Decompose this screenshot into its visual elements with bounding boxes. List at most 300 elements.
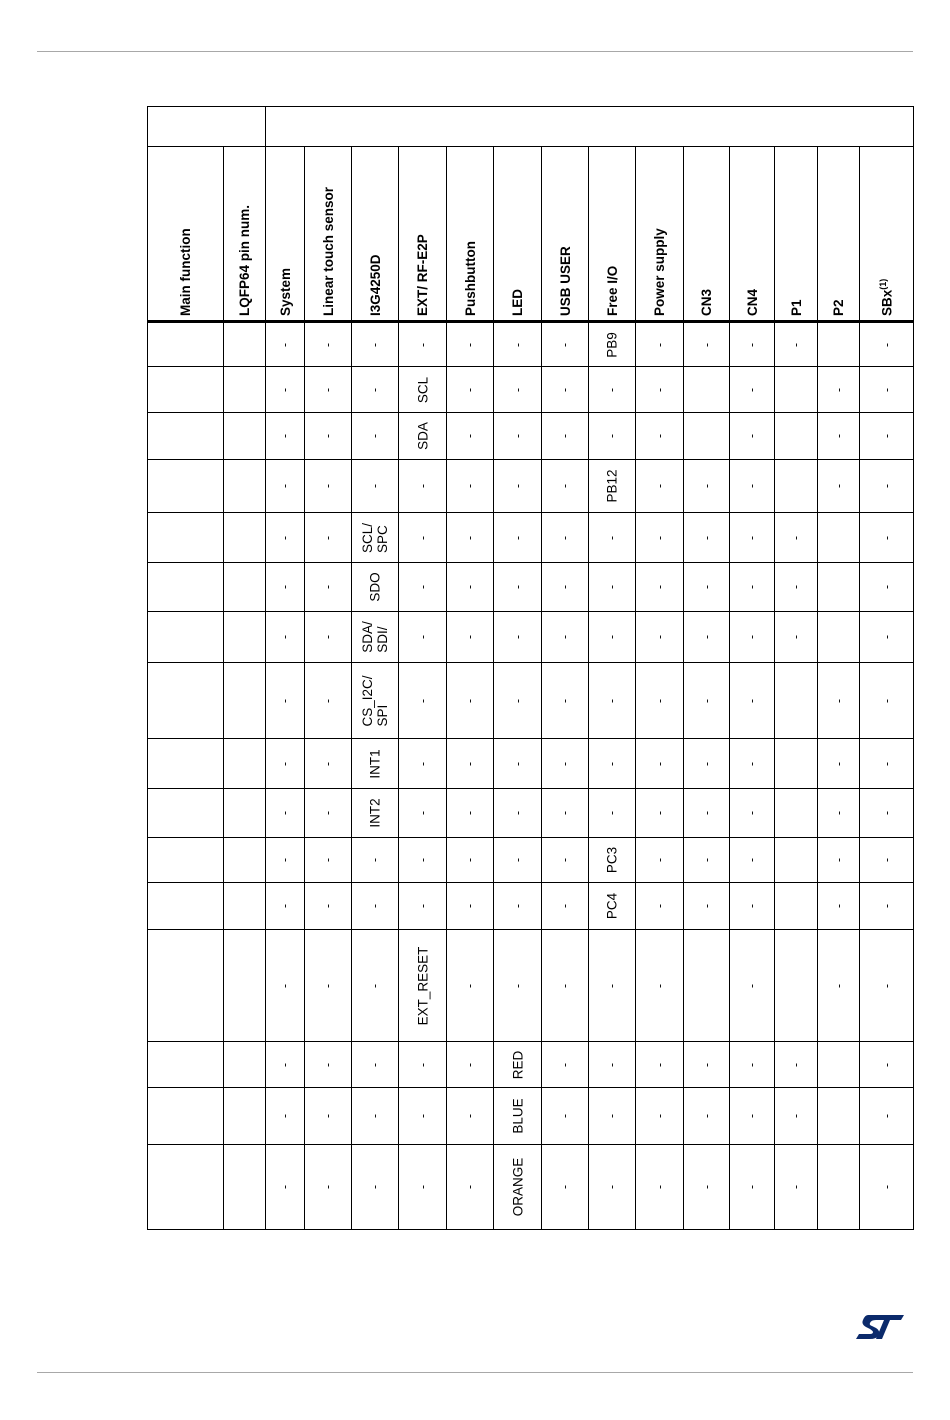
- table-cell: [266, 563, 305, 612]
- table-cell: [775, 1145, 818, 1230]
- header-row: [148, 147, 914, 322]
- table-cell: [818, 612, 860, 663]
- table-cell: [224, 838, 266, 883]
- footnote-marker: (1): [878, 278, 888, 290]
- table-row: [148, 1088, 914, 1145]
- table-cell: [818, 1042, 860, 1088]
- table-cell: [399, 612, 447, 663]
- table-cell: [447, 838, 494, 883]
- table-cell: [636, 1145, 684, 1230]
- table-cell: [589, 367, 636, 413]
- table-cell: [589, 930, 636, 1042]
- table-cell: [775, 789, 818, 838]
- table-cell: [730, 513, 775, 563]
- dash-mark: -: [462, 698, 477, 703]
- table-cell: [589, 563, 636, 612]
- dash-mark: -: [415, 635, 429, 639]
- dash-mark: -: [879, 535, 893, 540]
- column-header-label: I3G4250D: [367, 254, 383, 316]
- dash-mark: -: [831, 904, 845, 908]
- table-cell: [399, 883, 447, 930]
- dash-mark: -: [557, 535, 572, 540]
- dash-mark: -: [320, 698, 335, 703]
- dash-mark: -: [879, 585, 893, 589]
- table-row: [148, 460, 914, 513]
- dash-mark: -: [652, 635, 666, 639]
- dash-mark: -: [699, 342, 713, 347]
- table-cell: [860, 367, 914, 413]
- table-cell: [542, 563, 589, 612]
- table-cell: [447, 367, 494, 413]
- table-cell: [224, 322, 266, 367]
- table-cell: [775, 930, 818, 1042]
- dash-mark: -: [744, 342, 759, 347]
- table-cell: [399, 1145, 447, 1230]
- table-cell: [589, 322, 636, 367]
- dash-mark: -: [652, 535, 666, 540]
- table-cell: [636, 460, 684, 513]
- dash-mark: -: [557, 761, 572, 766]
- dash-mark: -: [320, 635, 335, 639]
- column-header: [684, 147, 730, 322]
- dash-mark: -: [879, 904, 893, 908]
- dash-mark: -: [744, 387, 759, 392]
- dash-mark: -: [462, 387, 477, 392]
- table-cell: [266, 1145, 305, 1230]
- table-cell: [818, 663, 860, 739]
- cell-value: PB9: [604, 331, 620, 358]
- table-cell: [399, 739, 447, 789]
- dash-mark: -: [415, 904, 429, 908]
- table-cell: [636, 930, 684, 1042]
- table-cell: [860, 413, 914, 460]
- table-cell: [494, 322, 542, 367]
- column-header: [494, 147, 542, 322]
- table-cell: [266, 883, 305, 930]
- bottom-rule: [37, 1372, 913, 1373]
- dash-mark: -: [788, 635, 803, 639]
- table-cell: [148, 367, 224, 413]
- table-cell: [305, 563, 352, 612]
- dash-mark: -: [744, 1185, 759, 1189]
- dash-mark: -: [557, 904, 572, 908]
- dash-mark: -: [277, 484, 292, 488]
- dash-mark: -: [879, 858, 893, 862]
- table-cell: [589, 739, 636, 789]
- dash-mark: -: [320, 983, 335, 988]
- table-row: [148, 367, 914, 413]
- dash-mark: -: [744, 585, 759, 589]
- table-cell: [494, 1088, 542, 1145]
- table-cell: [542, 322, 589, 367]
- table-cell: [399, 1088, 447, 1145]
- table-cell: [589, 460, 636, 513]
- table-cell: [494, 612, 542, 663]
- dash-mark: -: [699, 1114, 713, 1118]
- table-row: [148, 413, 914, 460]
- table-cell: [266, 930, 305, 1042]
- dash-mark: -: [462, 1062, 477, 1067]
- table-cell: [305, 1088, 352, 1145]
- table-cell: [818, 1088, 860, 1145]
- dash-mark: -: [510, 387, 524, 392]
- table-row: [148, 739, 914, 789]
- dash-mark: -: [557, 342, 572, 347]
- dash-mark: -: [367, 1062, 382, 1067]
- table-cell: [730, 322, 775, 367]
- dash-mark: -: [320, 761, 335, 766]
- table-cell: [730, 789, 775, 838]
- table-cell: [494, 1145, 542, 1230]
- table-cell: [447, 563, 494, 612]
- table-cell: [148, 663, 224, 739]
- dash-mark: -: [699, 811, 713, 815]
- table-cell: [730, 663, 775, 739]
- dash-mark: -: [510, 811, 524, 815]
- dash-mark: -: [744, 698, 759, 703]
- dash-mark: -: [744, 1114, 759, 1118]
- dash-mark: -: [415, 1062, 429, 1067]
- table-cell: [542, 883, 589, 930]
- dash-mark: -: [277, 698, 292, 703]
- dash-mark: -: [604, 635, 619, 639]
- column-header: [305, 147, 352, 322]
- table-cell: [860, 612, 914, 663]
- table-cell: [305, 1145, 352, 1230]
- table-cell: [352, 612, 399, 663]
- table-cell: [399, 838, 447, 883]
- dash-mark: -: [510, 858, 524, 862]
- table-cell: [636, 663, 684, 739]
- dash-mark: -: [557, 387, 572, 392]
- dash-mark: -: [510, 434, 524, 438]
- table-cell: [636, 563, 684, 612]
- table-cell: [305, 612, 352, 663]
- table-cell: [266, 460, 305, 513]
- dash-mark: -: [277, 1062, 292, 1067]
- dash-mark: -: [462, 858, 477, 862]
- dash-mark: -: [831, 858, 845, 862]
- table-cell: [494, 513, 542, 563]
- dash-mark: -: [879, 1062, 893, 1067]
- table-cell: [730, 612, 775, 663]
- table-cell: [224, 563, 266, 612]
- table-cell: [494, 789, 542, 838]
- dash-mark: -: [879, 484, 893, 488]
- table-cell: [542, 930, 589, 1042]
- table-row: [148, 930, 914, 1042]
- dash-mark: -: [277, 811, 292, 815]
- dash-mark: -: [744, 484, 759, 488]
- dash-mark: -: [879, 811, 893, 815]
- table-cell: [224, 1042, 266, 1088]
- table-cell: [775, 413, 818, 460]
- dash-mark: -: [277, 1185, 292, 1189]
- table-cell: [305, 883, 352, 930]
- dash-mark: -: [604, 983, 619, 988]
- table-cell: [266, 838, 305, 883]
- table-cell: [266, 322, 305, 367]
- table-row: [148, 563, 914, 612]
- dash-mark: -: [652, 904, 666, 908]
- table-cell: [636, 413, 684, 460]
- table-cell: [399, 563, 447, 612]
- dash-mark: -: [462, 635, 477, 639]
- table-cell: [542, 413, 589, 460]
- table-cell: [266, 413, 305, 460]
- table-cell: [447, 789, 494, 838]
- dash-mark: -: [462, 761, 477, 766]
- column-header-label: LED: [510, 289, 525, 316]
- table-cell: [636, 612, 684, 663]
- dash-mark: -: [320, 1185, 335, 1189]
- table-cell: [494, 367, 542, 413]
- table-cell: [860, 739, 914, 789]
- column-header-label: Main function: [178, 228, 193, 316]
- dash-mark: -: [744, 858, 759, 862]
- table-cell: [494, 930, 542, 1042]
- table-cell: [860, 322, 914, 367]
- table-cell: [636, 838, 684, 883]
- table-cell: [352, 838, 399, 883]
- table-cell: [818, 413, 860, 460]
- pin-assignment-table: [147, 106, 914, 1230]
- dash-mark: -: [415, 342, 429, 347]
- column-header-label: Free I/O: [604, 265, 620, 316]
- table-cell: [352, 663, 399, 739]
- table-cell: [447, 322, 494, 367]
- table-cell: [352, 460, 399, 513]
- table-cell: [589, 883, 636, 930]
- table-cell: [224, 930, 266, 1042]
- dash-mark: -: [699, 635, 713, 639]
- cell-value: INT1: [367, 748, 383, 779]
- table-cell: [352, 322, 399, 367]
- dash-mark: -: [415, 585, 429, 589]
- dash-mark: -: [831, 811, 845, 815]
- dash-mark: -: [788, 1114, 803, 1118]
- table-cell: [730, 1088, 775, 1145]
- dash-mark: -: [604, 698, 619, 703]
- dash-mark: -: [415, 1185, 429, 1189]
- table-cell: [352, 1088, 399, 1145]
- table-cell: [542, 739, 589, 789]
- table-cell: [818, 930, 860, 1042]
- table-cell: [352, 883, 399, 930]
- dash-mark: -: [879, 434, 893, 438]
- dash-mark: -: [510, 983, 524, 988]
- table-cell: [860, 883, 914, 930]
- table-cell: [684, 413, 730, 460]
- table-cell: [818, 563, 860, 612]
- column-header: [730, 147, 775, 322]
- dash-mark: -: [510, 761, 524, 766]
- st-logo: [854, 1313, 906, 1341]
- dash-mark: -: [604, 535, 619, 540]
- dash-mark: -: [415, 761, 429, 766]
- table-cell: [352, 1145, 399, 1230]
- table-row: [148, 1042, 914, 1088]
- table-cell: [148, 1042, 224, 1088]
- dash-mark: -: [699, 1062, 713, 1067]
- table-cell: [775, 563, 818, 612]
- column-header: [818, 147, 860, 322]
- dash-mark: -: [277, 983, 292, 988]
- table-cell: [684, 930, 730, 1042]
- dash-mark: -: [831, 761, 845, 766]
- table-row: [148, 612, 914, 663]
- dash-mark: -: [557, 434, 572, 438]
- table-cell: [148, 460, 224, 513]
- dash-mark: -: [320, 484, 335, 488]
- cell-value: SDA/ SDI/: [360, 621, 390, 653]
- table-cell: [399, 930, 447, 1042]
- table-cell: [636, 883, 684, 930]
- table-cell: [305, 322, 352, 367]
- dash-mark: -: [277, 535, 292, 540]
- top-right-cell: [266, 107, 914, 147]
- table-cell: [148, 513, 224, 563]
- dash-mark: -: [652, 434, 666, 438]
- dash-mark: -: [277, 904, 292, 908]
- table-cell: [730, 413, 775, 460]
- dash-mark: -: [744, 904, 759, 908]
- table-cell: [148, 322, 224, 367]
- table-cell: [148, 883, 224, 930]
- table-cell: [860, 563, 914, 612]
- dash-mark: -: [788, 585, 803, 589]
- table-cell: [352, 513, 399, 563]
- dash-mark: -: [277, 342, 292, 347]
- top-rule: [37, 51, 913, 52]
- table-cell: [542, 838, 589, 883]
- column-header: [447, 147, 494, 322]
- table-row: [148, 513, 914, 563]
- table-cell: [305, 789, 352, 838]
- table-cell: [860, 1088, 914, 1145]
- table-cell: [447, 883, 494, 930]
- dash-mark: -: [557, 811, 572, 815]
- table-cell: [305, 663, 352, 739]
- table-cell: [684, 322, 730, 367]
- table-cell: [818, 739, 860, 789]
- table-cell: [860, 460, 914, 513]
- dash-mark: -: [652, 342, 666, 347]
- table-cell: [266, 739, 305, 789]
- dash-mark: -: [788, 1062, 803, 1067]
- table-cell: [730, 1145, 775, 1230]
- table-cell: [266, 1042, 305, 1088]
- cell-value: PC4: [604, 892, 620, 920]
- dash-mark: -: [557, 858, 572, 862]
- dash-mark: -: [831, 484, 845, 488]
- dash-mark: -: [652, 1062, 666, 1067]
- table-cell: [494, 1042, 542, 1088]
- dash-mark: -: [744, 535, 759, 540]
- table-cell: [305, 1042, 352, 1088]
- column-header-label: EXT/ RF-E2P: [415, 234, 430, 316]
- table-cell: [148, 789, 224, 838]
- dash-mark: -: [462, 484, 477, 488]
- table-cell: [494, 838, 542, 883]
- table-cell: [775, 1088, 818, 1145]
- column-header: [399, 147, 447, 322]
- dash-mark: -: [699, 1185, 713, 1189]
- cell-value: EXT_RESET: [415, 946, 430, 1025]
- dash-mark: -: [831, 698, 845, 703]
- dash-mark: -: [557, 635, 572, 639]
- table-cell: [684, 663, 730, 739]
- dash-mark: -: [320, 434, 335, 438]
- table-cell: [860, 838, 914, 883]
- dash-mark: -: [367, 904, 382, 908]
- dash-mark: -: [415, 1114, 429, 1118]
- dash-mark: -: [462, 434, 477, 438]
- table-cell: [399, 789, 447, 838]
- cell-value: INT2: [367, 798, 383, 828]
- table-cell: [266, 663, 305, 739]
- dash-mark: -: [320, 342, 335, 347]
- cell-value: RED: [510, 1050, 525, 1079]
- table-cell: [636, 367, 684, 413]
- table-cell: [494, 883, 542, 930]
- table-cell: [266, 513, 305, 563]
- dash-mark: -: [652, 585, 666, 589]
- cell-value: SDO: [367, 572, 383, 602]
- table-cell: [542, 612, 589, 663]
- dash-mark: -: [277, 585, 292, 589]
- dash-mark: -: [510, 698, 524, 703]
- table-cell: [636, 1042, 684, 1088]
- table-cell: [224, 1145, 266, 1230]
- dash-mark: -: [699, 585, 713, 589]
- dash-mark: -: [367, 484, 382, 488]
- dash-mark: -: [320, 858, 335, 862]
- table-cell: [224, 367, 266, 413]
- table-cell: [684, 1145, 730, 1230]
- table-cell: [305, 838, 352, 883]
- dash-mark: -: [367, 858, 382, 862]
- column-header: [266, 147, 305, 322]
- dash-mark: -: [788, 342, 803, 347]
- column-header-label: USB USER: [557, 246, 573, 316]
- table-cell: [542, 1042, 589, 1088]
- column-header-label: Power supply: [652, 228, 667, 316]
- table-cell: [542, 1145, 589, 1230]
- table-row: [148, 838, 914, 883]
- cell-value: PC3: [604, 846, 620, 874]
- table-cell: [542, 663, 589, 739]
- table-cell: [775, 663, 818, 739]
- dash-mark: -: [652, 983, 666, 988]
- table-cell: [542, 1088, 589, 1145]
- table-cell: [730, 739, 775, 789]
- dash-mark: -: [604, 434, 619, 438]
- column-header-label: Pushbutton: [462, 241, 478, 316]
- table-cell: [860, 789, 914, 838]
- table-cell: [775, 739, 818, 789]
- table-cell: [684, 563, 730, 612]
- dash-mark: -: [652, 761, 666, 766]
- table-cell: [818, 322, 860, 367]
- table-cell: [399, 513, 447, 563]
- table-cell: [818, 513, 860, 563]
- dash-mark: -: [557, 1185, 572, 1189]
- dash-mark: -: [462, 585, 477, 589]
- table-cell: [148, 612, 224, 663]
- dash-mark: -: [557, 1062, 572, 1067]
- dash-mark: -: [652, 811, 666, 815]
